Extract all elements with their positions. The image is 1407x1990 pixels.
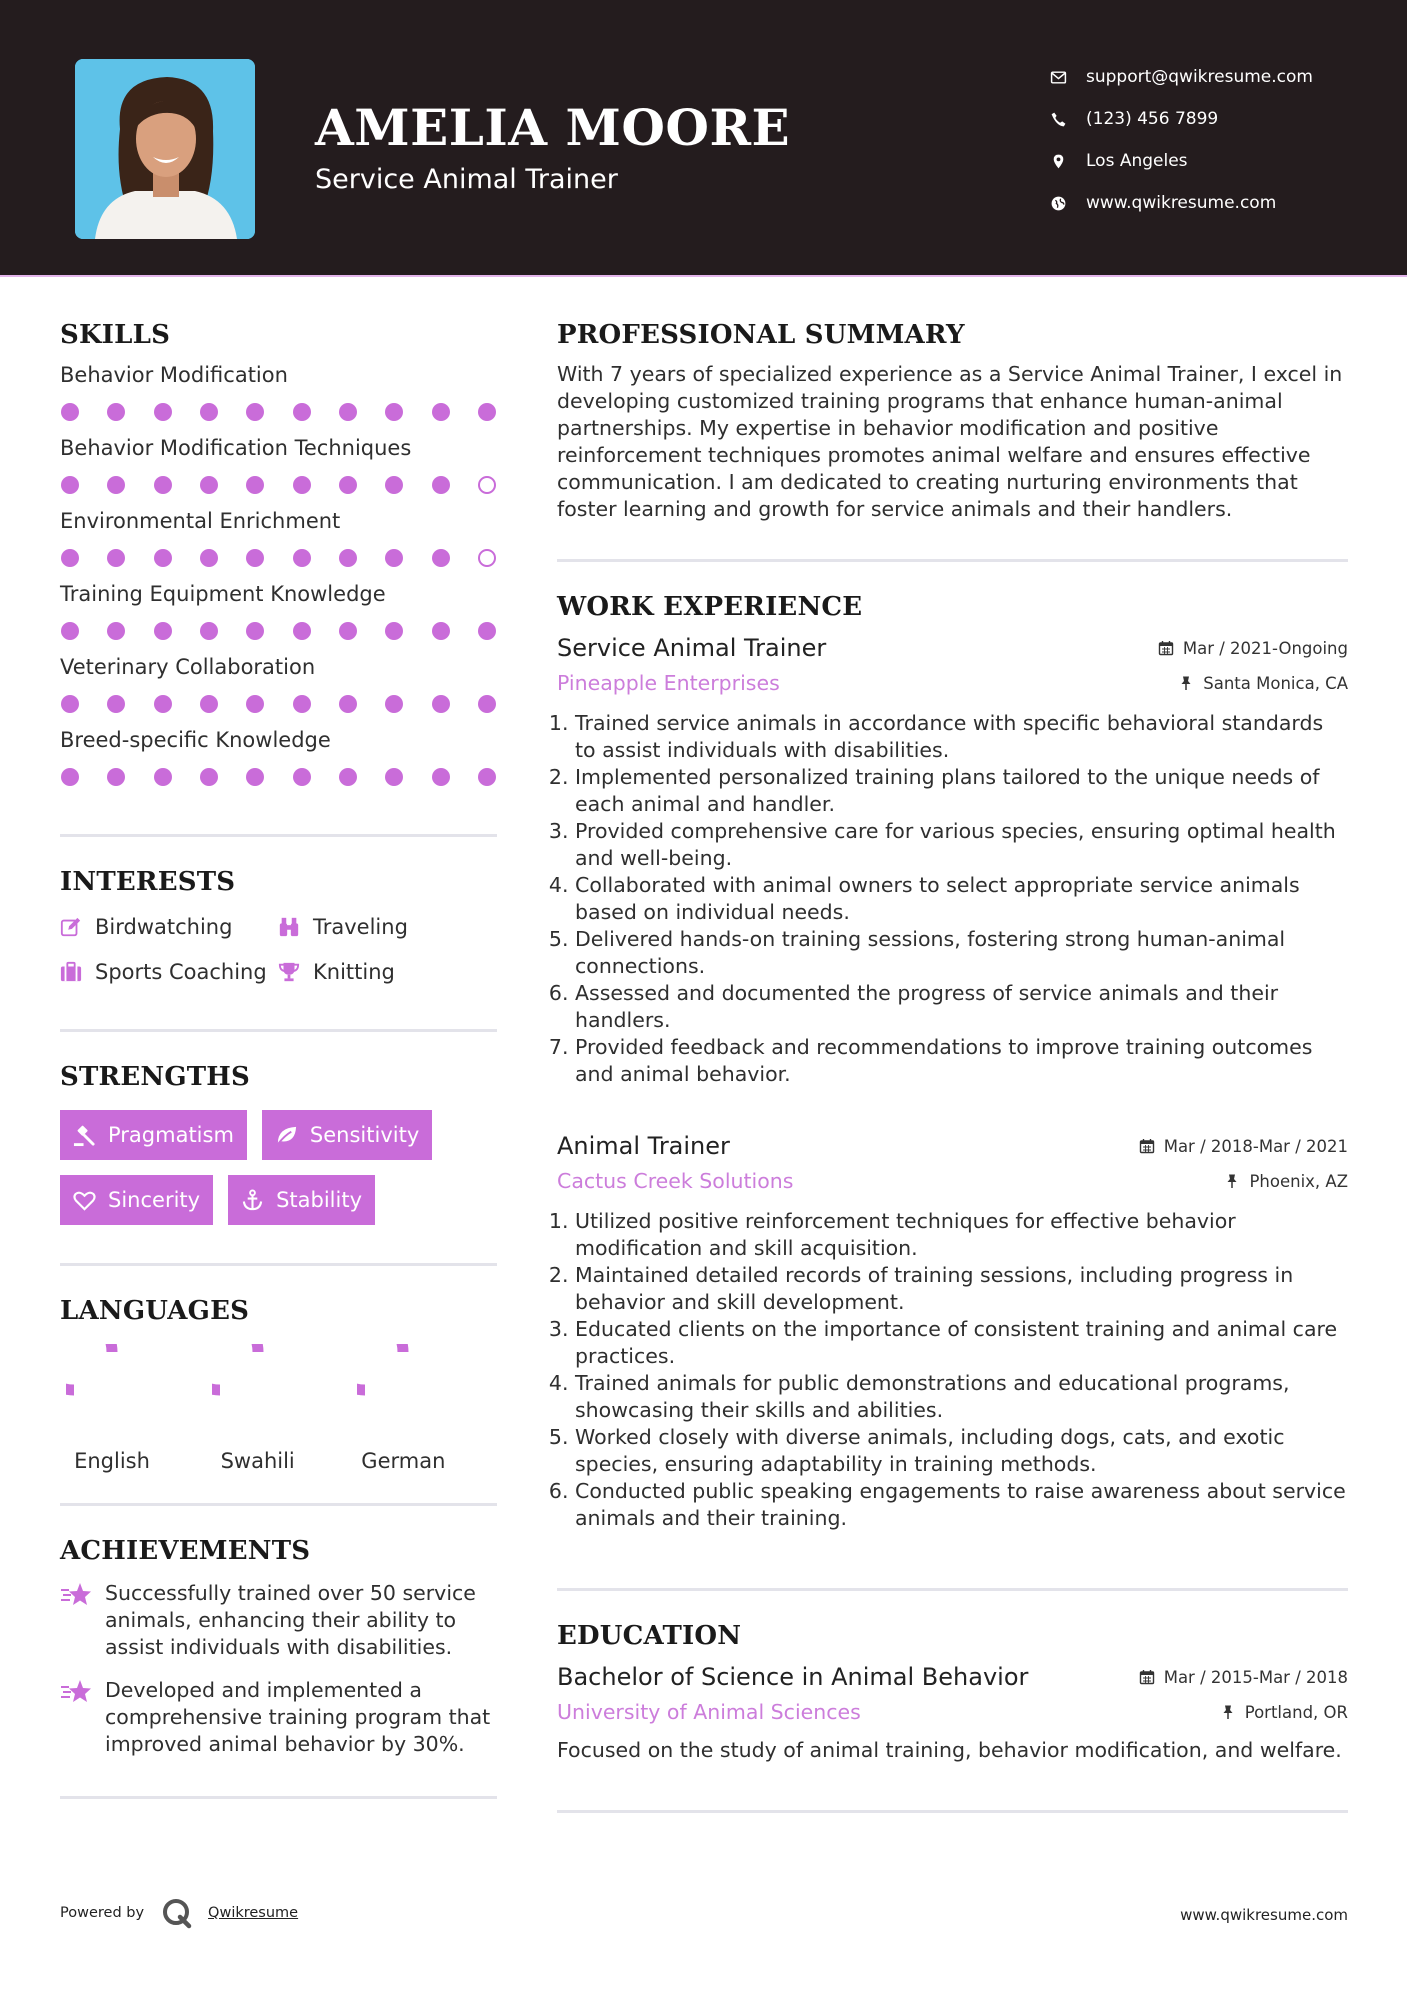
education-location-text: Portland, OR: [1244, 1702, 1348, 1722]
achievement-text: Successfully trained over 50 service animals, enhancing their ability to assist individuals with disabilities.: [105, 1581, 476, 1659]
interests-list: [60, 911, 497, 987]
strength-tag: [60, 1175, 213, 1225]
strength-label: Pragmatism: [108, 1123, 234, 1147]
job-duties: [557, 710, 1348, 1088]
left-column: [60, 320, 497, 1799]
language-name: German: [361, 1449, 446, 1473]
section-divider: [557, 559, 1348, 562]
job-dates-text: Mar / 2021-Ongoing: [1182, 638, 1348, 658]
job-location-text: Phoenix, AZ: [1249, 1171, 1348, 1191]
rating-dot-filled: [107, 403, 125, 421]
education-heading: EDUCATION: [557, 1621, 742, 1651]
rating-dot-filled: [478, 403, 496, 421]
interest-item: [278, 911, 497, 942]
language-progress-ring: [212, 1344, 304, 1436]
interest-label: Birdwatching: [95, 914, 233, 939]
rating-dot-filled: [293, 622, 311, 640]
contact-location: [1050, 140, 1390, 182]
job-location-text: Santa Monica, CA: [1203, 673, 1348, 693]
rating-dot-filled: [385, 768, 403, 786]
achievement-item: [60, 1580, 497, 1661]
section-divider: [60, 1796, 497, 1799]
rating-dot-filled: [107, 476, 125, 494]
section-divider: [60, 834, 497, 837]
skill-rating: [60, 390, 497, 434]
strength-tag: [60, 1110, 247, 1160]
globe-icon: [1050, 195, 1086, 212]
duty-item: 4. Trained animals for public demonstrations and educational programs, showcasing their skills and abilities.: [575, 1370, 1348, 1424]
duty-item: 5. Worked closely with diverse animals, including dogs, cats, and exotic species, ensuring adaptability in training methods.: [575, 1424, 1348, 1478]
right-column: [557, 320, 1348, 1813]
achievement-item: [60, 1677, 497, 1758]
briefcase-icon: [60, 961, 82, 983]
rating-dot-filled: [385, 622, 403, 640]
header-accent-line: [0, 275, 1407, 277]
job-entry: [557, 630, 1348, 1088]
resume-header: [0, 0, 1407, 275]
education-description: Focused on the study of animal training, behavior modification, and welfare.: [557, 1738, 1342, 1762]
rating-dot-filled: [246, 768, 264, 786]
rating-dot-filled: [385, 476, 403, 494]
pushpin-icon: [1224, 1173, 1240, 1189]
skill-rating: [60, 682, 497, 726]
rating-dot-filled: [107, 768, 125, 786]
pushpin-icon: [1220, 1704, 1236, 1720]
skill-rating: [60, 609, 497, 653]
language-name: Swahili: [220, 1449, 295, 1473]
rating-dot-filled: [154, 695, 172, 713]
rating-dot-filled: [293, 768, 311, 786]
contact-phone-text: (123) 456 7899: [1086, 109, 1219, 129]
contact-phone[interactable]: [1050, 98, 1390, 140]
duty-item: 3. Educated clients on the importance of consistent training and animal care practices.: [575, 1316, 1348, 1370]
language-item: [206, 1344, 352, 1473]
degree-title: Bachelor of Science in Animal Behavior: [557, 1663, 1029, 1691]
duty-item: 7. Provided feedback and recommendations to improve training outcomes and animal behavior.: [575, 1034, 1348, 1088]
contact-location-text: Los Angeles: [1086, 151, 1188, 171]
rating-dot-filled: [154, 476, 172, 494]
education-dates-text: Mar / 2015-Mar / 2018: [1163, 1667, 1348, 1687]
rating-dot-filled: [246, 622, 264, 640]
powered-by-text: Powered by: [60, 1905, 145, 1921]
strength-label: Stability: [276, 1188, 363, 1212]
language-progress-arc: [212, 1344, 258, 1390]
rating-dot-filled: [432, 695, 450, 713]
skill-name: Behavior Modification Techniques: [60, 436, 412, 460]
rating-dot-filled: [107, 549, 125, 567]
rating-dot-filled: [61, 622, 79, 640]
duty-item: 5. Delivered hands-on training sessions, fostering strong human-animal connections.: [575, 926, 1348, 980]
skill-name: Environmental Enrichment: [60, 509, 341, 533]
rating-dot-filled: [385, 403, 403, 421]
rating-dot-filled: [432, 403, 450, 421]
interests-heading: INTERESTS: [60, 867, 236, 897]
rating-dot-filled: [339, 403, 357, 421]
rating-dot-filled: [293, 549, 311, 567]
job-location: [1178, 674, 1348, 693]
calendar-icon: [1139, 1669, 1155, 1685]
duty-item: 1. Trained service animals in accordance with specific behavioral standards to assist individuals with disabilities.: [575, 710, 1348, 764]
job-title: Service Animal Trainer: [557, 634, 827, 662]
strength-tag: [228, 1175, 375, 1225]
rating-dot-filled: [478, 622, 496, 640]
section-divider: [60, 1263, 497, 1266]
rating-dot-filled: [339, 622, 357, 640]
pencil-square-icon: [60, 916, 82, 938]
language-progress-ring: [66, 1344, 158, 1436]
candidate-title: Service Animal Trainer: [315, 164, 618, 195]
contact-list: [1050, 56, 1390, 224]
languages-list: [60, 1344, 497, 1473]
language-item: [60, 1344, 206, 1473]
skill-name: Breed-specific Knowledge: [60, 728, 331, 752]
rating-dot-filled: [154, 768, 172, 786]
rating-dot-empty: [478, 476, 496, 494]
rating-dot-filled: [478, 695, 496, 713]
section-divider: [60, 1029, 497, 1032]
footer-powered-by: [60, 1896, 298, 1930]
section-divider: [557, 1810, 1348, 1813]
job-dates: [1158, 639, 1348, 658]
duty-item: 2. Maintained detailed records of training sessions, including progress in behavior and skill development.: [575, 1262, 1348, 1316]
rating-dot-filled: [385, 695, 403, 713]
interest-item: [60, 956, 278, 987]
rating-dot-filled: [339, 695, 357, 713]
skill-rating: [60, 463, 497, 507]
job-dates-text: Mar / 2018-Mar / 2021: [1163, 1136, 1348, 1156]
education-entry: [557, 1659, 1348, 1764]
section-divider: [60, 1503, 497, 1506]
rating-dot-filled: [154, 622, 172, 640]
rating-dot-filled: [339, 476, 357, 494]
rating-dot-filled: [246, 403, 264, 421]
gavel-icon: [73, 1124, 96, 1147]
envelope-icon: [1050, 69, 1086, 86]
rating-dot-filled: [200, 403, 218, 421]
skill-name: Training Equipment Knowledge: [60, 582, 386, 606]
duty-item: 4. Collaborated with animal owners to select appropriate service animals based on individual needs.: [575, 872, 1348, 926]
rating-dot-filled: [61, 768, 79, 786]
candidate-name: AMELIA MOORE: [315, 98, 791, 157]
strengths-list: [60, 1110, 497, 1225]
company-name: Cactus Creek Solutions: [557, 1169, 794, 1193]
rating-dot-filled: [107, 695, 125, 713]
achievement-text: Developed and implemented a comprehensive training program that improved animal behavior by 30%.: [105, 1678, 491, 1756]
profile-photo: [75, 59, 255, 239]
rating-dot-filled: [339, 549, 357, 567]
duty-item: 3. Provided comprehensive care for various species, ensuring optimal health and well-being.: [575, 818, 1348, 872]
job-duties: [557, 1208, 1348, 1532]
rating-dot-filled: [61, 549, 79, 567]
job-title: Animal Trainer: [557, 1132, 730, 1160]
language-item: [351, 1344, 497, 1473]
achievements-heading: ACHIEVEMENTS: [60, 1536, 311, 1566]
rating-dot-filled: [293, 403, 311, 421]
anchor-icon: [241, 1189, 264, 1212]
calendar-icon: [1139, 1138, 1155, 1154]
skill-rating: [60, 536, 497, 580]
rating-dot-filled: [61, 403, 79, 421]
shooting-star-icon: [60, 1679, 92, 1705]
rating-dot-filled: [293, 695, 311, 713]
rating-dot-empty: [478, 549, 496, 567]
profile-photo-image: [75, 59, 255, 239]
language-progress-arc: [357, 1344, 403, 1390]
contact-email[interactable]: [1050, 56, 1390, 98]
rating-dot-filled: [200, 476, 218, 494]
interest-label: Knitting: [313, 959, 395, 984]
language-progress-arc: [66, 1344, 112, 1390]
strength-label: Sensitivity: [309, 1123, 420, 1147]
rating-dot-filled: [246, 476, 264, 494]
language-progress-ring: [357, 1344, 449, 1436]
strength-label: Sincerity: [108, 1188, 201, 1212]
rating-dot-filled: [200, 695, 218, 713]
job-dates: [1139, 1137, 1348, 1156]
binoculars-icon: [278, 916, 300, 938]
duty-item: 2. Implemented personalized training plans tailored to the unique needs of each animal and handler.: [575, 764, 1348, 818]
skill-rating: [60, 755, 497, 799]
duty-item: 6. Assessed and documented the progress of service animals and their handlers.: [575, 980, 1348, 1034]
summary-text: With 7 years of specialized experience as a Service Animal Trainer, I excel in developing customized training programs that enhance human-animal partnerships. My expertise in behavior modification and positive reinforcement techniques promotes animal welfare and ensures effective communication. I am dedicated to creating nurturing environments that foster learning and growth for service animals and their handlers.: [557, 362, 1343, 521]
job-location: [1224, 1172, 1348, 1191]
skills-heading: SKILLS: [60, 320, 171, 350]
education-dates: [1139, 1668, 1348, 1687]
rating-dot-filled: [200, 549, 218, 567]
calendar-icon: [1158, 640, 1174, 656]
duty-item: 6. Conducted public speaking engagements to raise awareness about service animals and their training.: [575, 1478, 1348, 1532]
rating-dot-filled: [385, 549, 403, 567]
contact-website-text: www.qwikresume.com: [1086, 193, 1277, 213]
rating-dot-filled: [61, 476, 79, 494]
qwikresume-logo-icon: [160, 1896, 194, 1930]
interest-item: [60, 911, 278, 942]
rating-dot-filled: [107, 622, 125, 640]
interest-item: [278, 956, 497, 987]
section-divider: [557, 1588, 1348, 1591]
contact-website[interactable]: [1050, 182, 1390, 224]
rating-dot-filled: [293, 476, 311, 494]
school-name: University of Animal Sciences: [557, 1700, 861, 1724]
skills-list: [60, 360, 497, 799]
trophy-icon: [278, 961, 300, 983]
education-location: [1220, 1703, 1348, 1722]
strength-tag: [262, 1110, 432, 1160]
experience-heading: WORK EXPERIENCE: [557, 592, 863, 622]
rating-dot-filled: [246, 549, 264, 567]
languages-heading: LANGUAGES: [60, 1296, 250, 1326]
rating-dot-filled: [246, 695, 264, 713]
footer-website[interactable]: www.qwikresume.com: [1180, 1906, 1348, 1924]
rating-dot-filled: [432, 549, 450, 567]
company-name: Pineapple Enterprises: [557, 671, 780, 695]
shooting-star-icon: [60, 1582, 92, 1608]
brand-link[interactable]: Qwikresume: [208, 1905, 299, 1921]
rating-dot-filled: [200, 622, 218, 640]
rating-dot-filled: [432, 622, 450, 640]
heart-icon: [73, 1189, 96, 1212]
job-entry: [557, 1128, 1348, 1532]
rating-dot-filled: [339, 768, 357, 786]
rating-dot-filled: [432, 768, 450, 786]
duty-item: 1. Utilized positive reinforcement techniques for effective behavior modification and skill acquisition.: [575, 1208, 1348, 1262]
skill-name: Veterinary Collaboration: [60, 655, 316, 679]
rating-dot-filled: [432, 476, 450, 494]
language-name: English: [74, 1449, 150, 1473]
phone-icon: [1050, 111, 1086, 128]
interest-label: Traveling: [313, 914, 408, 939]
map-pin-icon: [1050, 153, 1086, 170]
contact-email-text: support@qwikresume.com: [1086, 67, 1313, 87]
rating-dot-filled: [478, 768, 496, 786]
rating-dot-filled: [61, 695, 79, 713]
pushpin-icon: [1178, 675, 1194, 691]
rating-dot-filled: [154, 403, 172, 421]
leaf-icon: [275, 1124, 298, 1147]
rating-dot-filled: [154, 549, 172, 567]
strengths-heading: STRENGTHS: [60, 1062, 251, 1092]
summary-heading: PROFESSIONAL SUMMARY: [557, 320, 965, 350]
interest-label: Sports Coaching: [95, 959, 267, 984]
skill-name: Behavior Modification: [60, 363, 288, 387]
rating-dot-filled: [200, 768, 218, 786]
